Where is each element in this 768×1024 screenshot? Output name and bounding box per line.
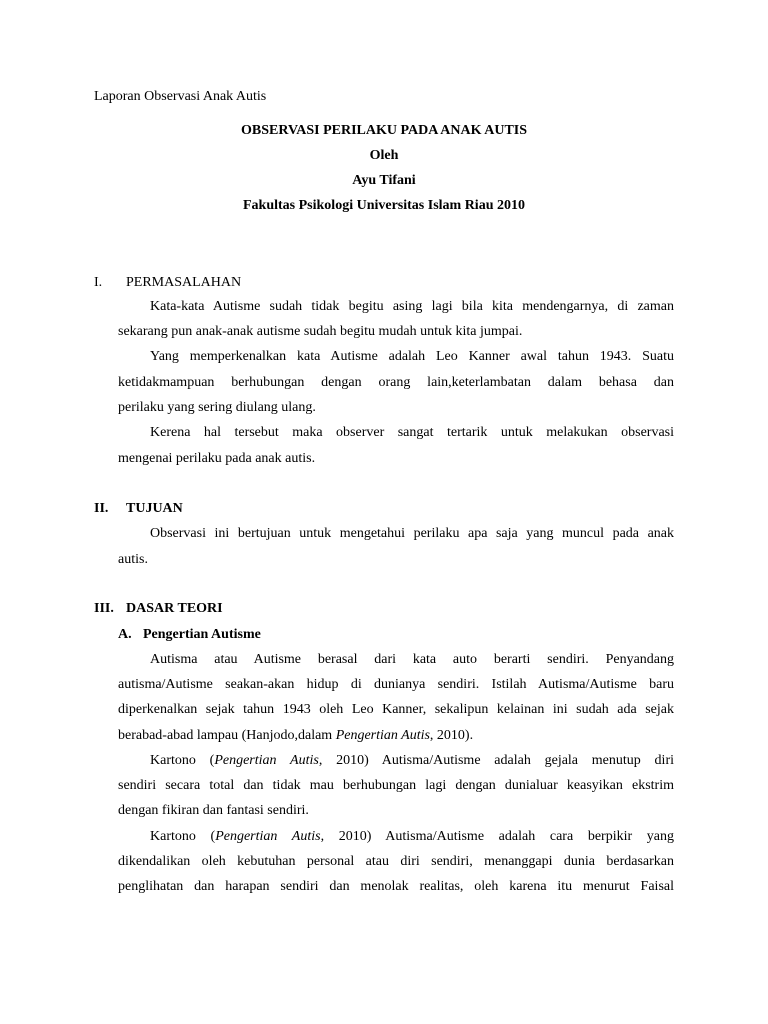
- paragraph-line: mengenai perilaku pada anak autis.: [118, 451, 316, 466]
- section-2-heading: TUJUAN: [126, 501, 183, 516]
- paragraph-line: [150, 752, 674, 770]
- paragraph-line: Yang memperkenalkan kata Autisme adalah Leo Kanner awal tahun 1943. Suatu: [150, 349, 674, 364]
- subsection-a-number: A.: [118, 627, 132, 642]
- paragraph-line: penglihatan dan harapan sendiri dan menolak realitas, oleh karena itu menurut Faisal: [118, 879, 674, 894]
- paragraph-line: [150, 828, 674, 846]
- paragraph-line: perilaku yang sering diulang ulang.: [118, 400, 316, 415]
- document-title: OBSERVASI PERILAKU PADA ANAK AUTIS: [240, 123, 528, 138]
- citation-title: Pengertian Autis: [214, 753, 319, 768]
- paragraph-line: [118, 727, 674, 745]
- paragraph-line: Observasi ini bertujuan untuk mengetahui perilaku apa saja yang muncul pada anak: [150, 526, 674, 541]
- paragraph-line: sekarang pun anak-anak autisme sudah begitu mudah untuk kita jumpai.: [118, 324, 523, 339]
- author-name: Ayu Tifani: [352, 173, 416, 188]
- section-1-heading: PERMASALAHAN: [126, 275, 242, 290]
- paragraph-line: Autisma atau Autisme berasal dari kata auto berarti sendiri. Penyandang: [150, 652, 674, 667]
- by-line: Oleh: [369, 148, 399, 163]
- document-label: Laporan Observasi Anak Autis: [94, 89, 267, 104]
- paragraph-line: autisma/Autisme seakan-akan hidup di dunianya sendiri. Istilah Autisma/Autisme baru: [118, 677, 674, 692]
- paragraph-line: dikendalikan oleh kebutuhan personal atau diri sendiri, menanggapi dunia berdasarkan: [118, 854, 674, 869]
- text-run: , 2010) Autisma/Autisme adalah gejala menutup diri: [318, 753, 674, 768]
- section-1-number: I.: [94, 275, 103, 290]
- institution: Fakultas Psikologi Universitas Islam Riau 2010: [243, 198, 525, 213]
- citation-title: Pengertian Autis: [215, 829, 321, 844]
- paragraph-line: dengan fikiran dan fantasi sendiri.: [118, 803, 309, 818]
- text-run: , 2010) Autisma/Autisme adalah cara berpikir yang: [320, 829, 674, 844]
- text-run: , 2010).: [429, 728, 474, 743]
- text-run: Kartono (: [150, 829, 216, 844]
- text-run: berabad-abad lampau (Hanjodo,dalam: [118, 728, 336, 743]
- subsection-a-heading: Pengertian Autisme: [143, 627, 261, 642]
- paragraph-line: autis.: [118, 552, 148, 567]
- paragraph-line: Kata-kata Autisme sudah tidak begitu asing lagi bila kita mendengarnya, di zaman: [150, 299, 674, 314]
- paragraph-line: ketidakmampuan berhubungan dengan orang lain,keterlambatan dalam behasa dan: [118, 375, 674, 390]
- section-3-heading: DASAR TEORI: [126, 601, 223, 616]
- section-2-number: II.: [94, 501, 109, 516]
- paragraph-line: sendiri secara total dan tidak mau berhubungan lagi dengan dunialuar keasyikan ekstrim: [118, 778, 674, 793]
- section-3-number: III.: [94, 601, 114, 616]
- citation-title: Pengertian Autis: [335, 728, 430, 743]
- paragraph-line: diperkenalkan sejak tahun 1943 oleh Leo Kanner, sekalipun kelainan ini sudah ada sejak: [118, 702, 674, 717]
- paragraph-line: Kerena hal tersebut maka observer sangat tertarik untuk melakukan observasi: [150, 425, 674, 440]
- text-run: Kartono (: [150, 753, 215, 768]
